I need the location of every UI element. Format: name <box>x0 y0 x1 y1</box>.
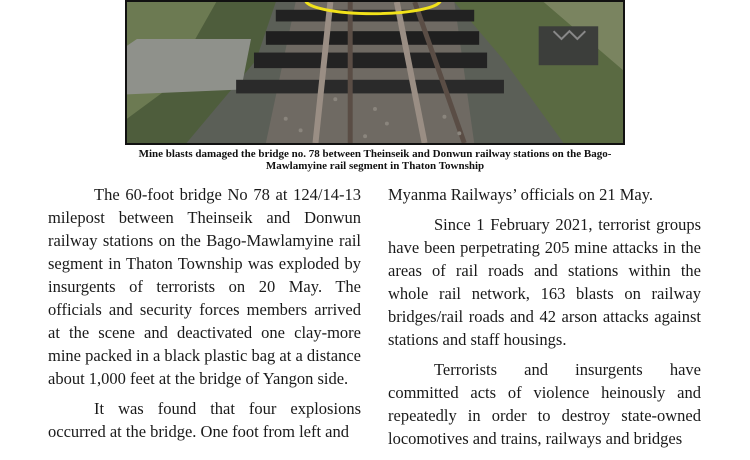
article-left-column <box>48 183 361 450</box>
article-right-column <box>388 183 701 457</box>
photo-illustration <box>127 2 623 143</box>
photo-caption <box>85 148 665 172</box>
caption-line-2: Mawlamyine rail segment in Thaton Township <box>265 160 485 172</box>
caption-line-1: Mine blasts damaged the bridge no. 78 between Theinseik and Donwun railway stations on the Bago- <box>138 148 612 160</box>
left-paragraph-1: The 60-foot bridge No 78 at 124/14-13 milepost between Theinseik and Donwun railway stations on the Bago-Mawlamyine rail segment in Thaton Township was exploded by insurgents of terrorists on 20 May. The officials and security forces members arrived at the scene and deactivated one clay-more mine packed in a black plastic bag at a distance about 1,000 feet at the bridge of Yangon side. <box>48 185 361 388</box>
left-paragraph-2: It was found that four explosions occurred at the bridge. One foot from left and <box>48 399 361 441</box>
right-paragraph-continued: Myanma Railways’ officials on 21 May. <box>388 185 654 204</box>
railway-bridge-photo <box>125 0 625 145</box>
right-paragraph-2: Terrorists and insurgents have committed acts of violence heinously and repeatedly in order to destroy state-owned locomotives and trains, railways and bridges <box>388 360 701 448</box>
right-paragraph-1: Since 1 February 2021, terrorist groups have been perpetrating 205 mine attacks in the areas of rail roads and stations within the whole rail network, 163 blasts on railway bridges/rail roads and 42 arson attacks against stations and staff housings. <box>388 215 701 349</box>
